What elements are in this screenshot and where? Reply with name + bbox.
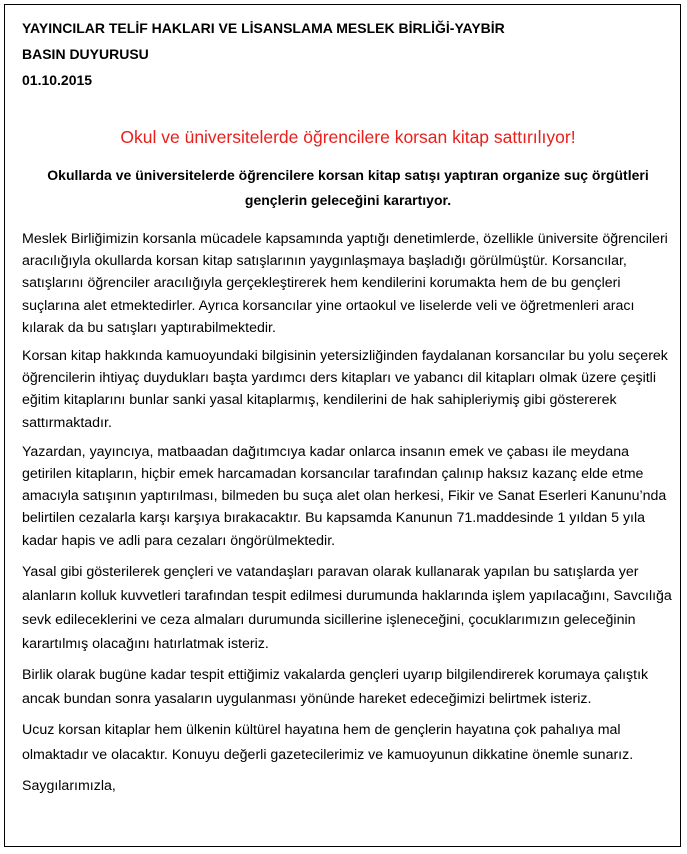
paragraph-1: Meslek Birliğimizin korsanla mücadele kapsamında yaptığı denetimlerde, özellikle üniversite öğrencileri aracılığıyla okullarda korsan kitap satışlarının yaygınlaşmaya başladığı görülmüştür. Korsancılar, satışlarını öğrenciler aracılığıyla gerçekleştirerek hem kendilerini korumakta hem de bu gençleri suçlarına alet etmektedirler. Ayrıca korsancılar yine ortaokul ve liselerde veli ve öğretmenleri aracı kılarak da bu satışları yaptırabilmektedir.: [22, 231, 668, 336]
headline: Okul ve üniversitelerde öğrencilere korsan kitap sattırılıyor!: [120, 127, 576, 147]
subheadline: Okullarda ve üniversitelerde öğrencilere korsan kitap satışı yaptıran organize suç örgütleri gençlerin geleceğini karartıyor.: [47, 167, 649, 208]
paragraph-2: Korsan kitap hakkında kamuoyundaki bilgisinin yetersizliğinden faydalanan korsancılar bu yolu seçerek öğrencilerin ihtiyaç duydukları başta yardımcı ders kitapları ve yabancı dil kitapları olmak üzere çeşitli eğitim kitaplarını bunlar sanki yasal kitaplarmış, kendilerini de hak sahipleriymiş gibi göstererek sattırmaktadır.: [22, 348, 668, 431]
paragraph-6: Ucuz korsan kitaplar hem ülkenin kültürel hayatına hem de gençlerin hayatına çok pahalıya mal olmaktadır ve olacaktır. Konuyu değerli gazetecilerimiz ve kamuoyunun dikkatine önemle sunarız.: [22, 722, 634, 764]
document-type: BASIN DUYURUSU: [22, 46, 149, 62]
organization-title: YAYINCILAR TELİF HAKLARI VE LİSANSLAMA MESLEK BİRLİĞİ-YAYBİR: [22, 20, 505, 36]
document-date: 01.10.2015: [22, 72, 93, 88]
closing-salutation: Saygılarımızla,: [22, 778, 116, 795]
paragraph-3: Yazardan, yayıncıya, matbaadan dağıtımcıya kadar onlarca insanın emek ve çabası ile meydana getirilen kitapların, hiçbir emek harcamadan korsancılar tarafından çalınıp haksız kazanç elde etme amacıyla satışının yaptırılması, bilmeden bu suça alet olan herkesi, Fikir ve Sanat Eserleri Kanunu’nda belirtilen cezalarla karşı karşıya bırakacaktır. Bu kapsamda Kanunun 71.maddesinde 1 yıldan 5 yıla kadar hapis ve adli para cezaları öngörülmektedir.: [22, 443, 667, 549]
paragraph-5: Birlik olarak bugüne kadar tespit ettiğimiz vakalarda gençleri uyarıp bilgilendirerek korumaya çalıştık ancak bundan sonra yasaların uygulanması yönünde hareket edeceğimizi belirtmek isteriz.: [22, 666, 649, 708]
document-body: [22, 15, 674, 798]
paragraph-4: Yasal gibi gösterilerek gençleri ve vatandaşları paravan olarak kullanarak yapılan bu satışlarda yer alanların kolluk kuvvetleri tarafından tespit edilmesi durumunda haklarında işlem yapılacağını, Savcılığa sevk edileceklerini ve ceza almaları durumunda sicillerine işleneceğini, çocuklarımızın geleceğinin karartılmış olacağını hatırlatmak isteriz.: [22, 563, 672, 653]
document-frame: [4, 4, 681, 847]
